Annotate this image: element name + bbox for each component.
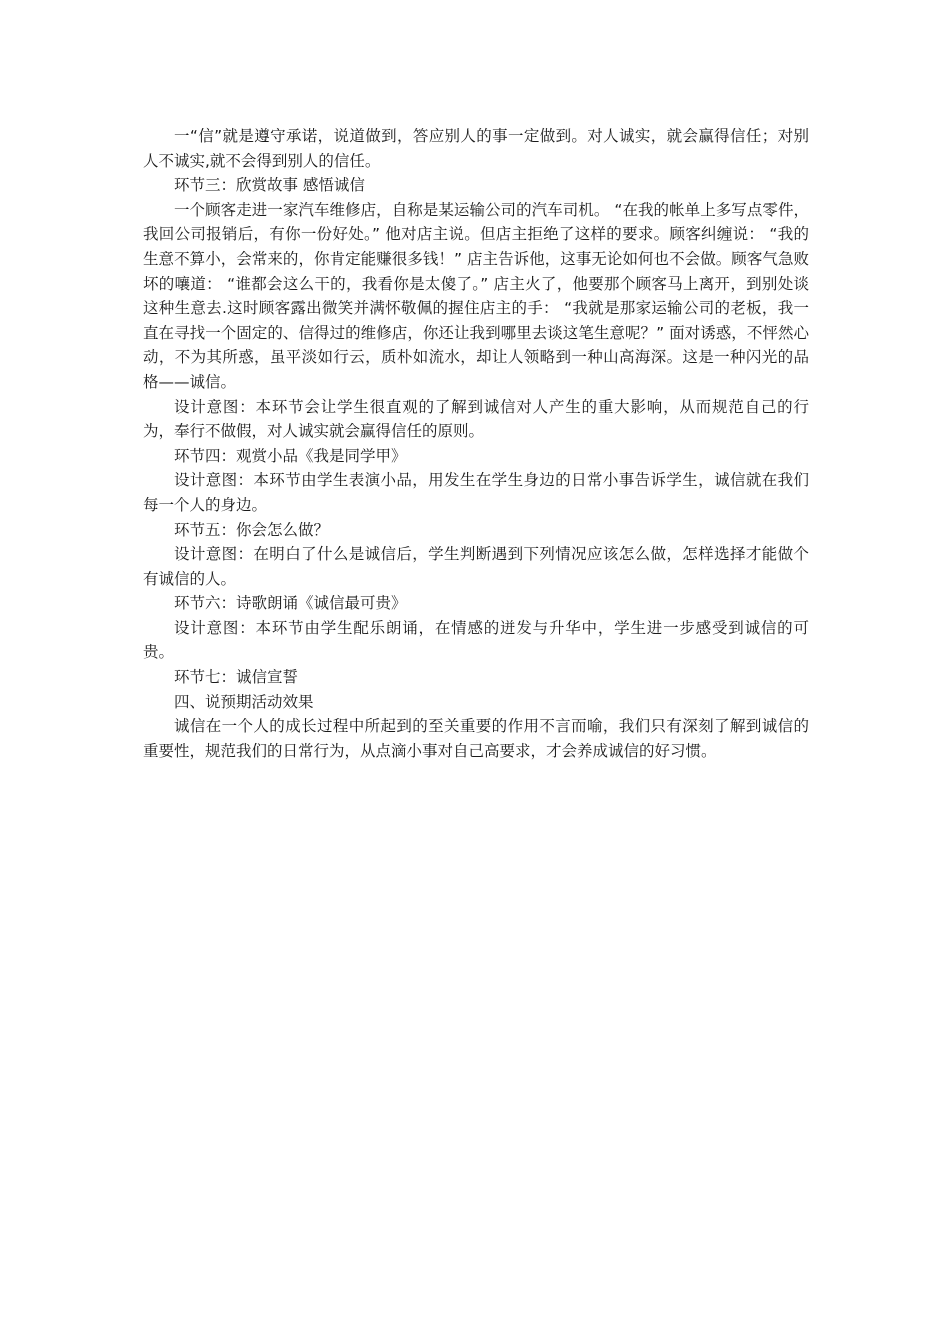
paragraph-story: 一个顾客走进一家汽车维修店，自称是某运输公司的汽车司机。 “在我的帐单上多写点零件，我回公司报销后，有你一份好处。” 他对店主说。但店主拒绝了这样的要求。顾客纠缠说： “我的生意不算小，会常来的，你肯定能赚很多钱！” 店主告诉他，这事无论如何也不会做。顾客气急败坏的嚷道： “谁都会这么干的，我看你是太傻了。” 店主火了，他要那个顾客马上离开，到别处谈这种生意去.这时顾客露出微笑并满怀敬佩的握住店主的手： “我就是那家运输公司的老板，我一直在寻找一个固定的、信得过的维修店，你还让我到哪里去谈这笔生意呢？” 面对诱惑，不怦然心动，不为其所惑，虽平淡如行云，质朴如流水，却让人领略到一种山高海深。这是一种闪光的品格——诚信。 (143, 200, 809, 391)
paragraph-design-intent-four: 设计意图：本环节由学生表演小品，用发生在学生身边的日常小事告诉学生，诚信就在我们每一个人的身边。 (143, 471, 809, 514)
heading-expected-effect: 四、说预期活动效果 (174, 692, 314, 711)
heading-section-seven: 环节七：诚信宣誓 (174, 668, 299, 687)
heading-section-six: 环节六：诗歌朗诵《诚信最可贵》 (174, 594, 407, 613)
paragraph-conclusion: 诚信在一个人的成长过程中所起到的至关重要的作用不言而喻，我们只有深刻了解到诚信的重要性，规范我们的日常行为，从点滴小事对自己高要求，才会养成诚信的好习惯。 (143, 717, 809, 760)
heading-section-five: 环节五：你会怎么做？ (174, 520, 330, 539)
heading-section-four: 环节四：观赏小品《我是同学甲》 (174, 446, 407, 465)
paragraph-design-intent-three: 设计意图：本环节会让学生很直观的了解到诚信对人产生的重大影响，从而规范自己的行为，奉行不做假，对人诚实就会赢得信任的原则。 (143, 397, 809, 441)
heading-section-three: 环节三：欣赏故事 感悟诚信 (174, 176, 365, 195)
paragraph-trust-definition: 一“信”就是遵守承诺，说道做到，答应别人的事一定做到。对人诚实，就会赢得信任；对别人不诚实,就不会得到别人的信任。 (143, 127, 809, 170)
document-body (143, 124, 809, 763)
paragraph-design-intent-five: 设计意图：在明白了什么是诚信后，学生判断遇到下列情况应该怎么做，怎样选择才能做个有诚信的人。 (143, 545, 809, 588)
paragraph-design-intent-six: 设计意图：本环节由学生配乐朗诵，在情感的迸发与升华中，学生进一步感受到诚信的可贵。 (143, 618, 809, 662)
